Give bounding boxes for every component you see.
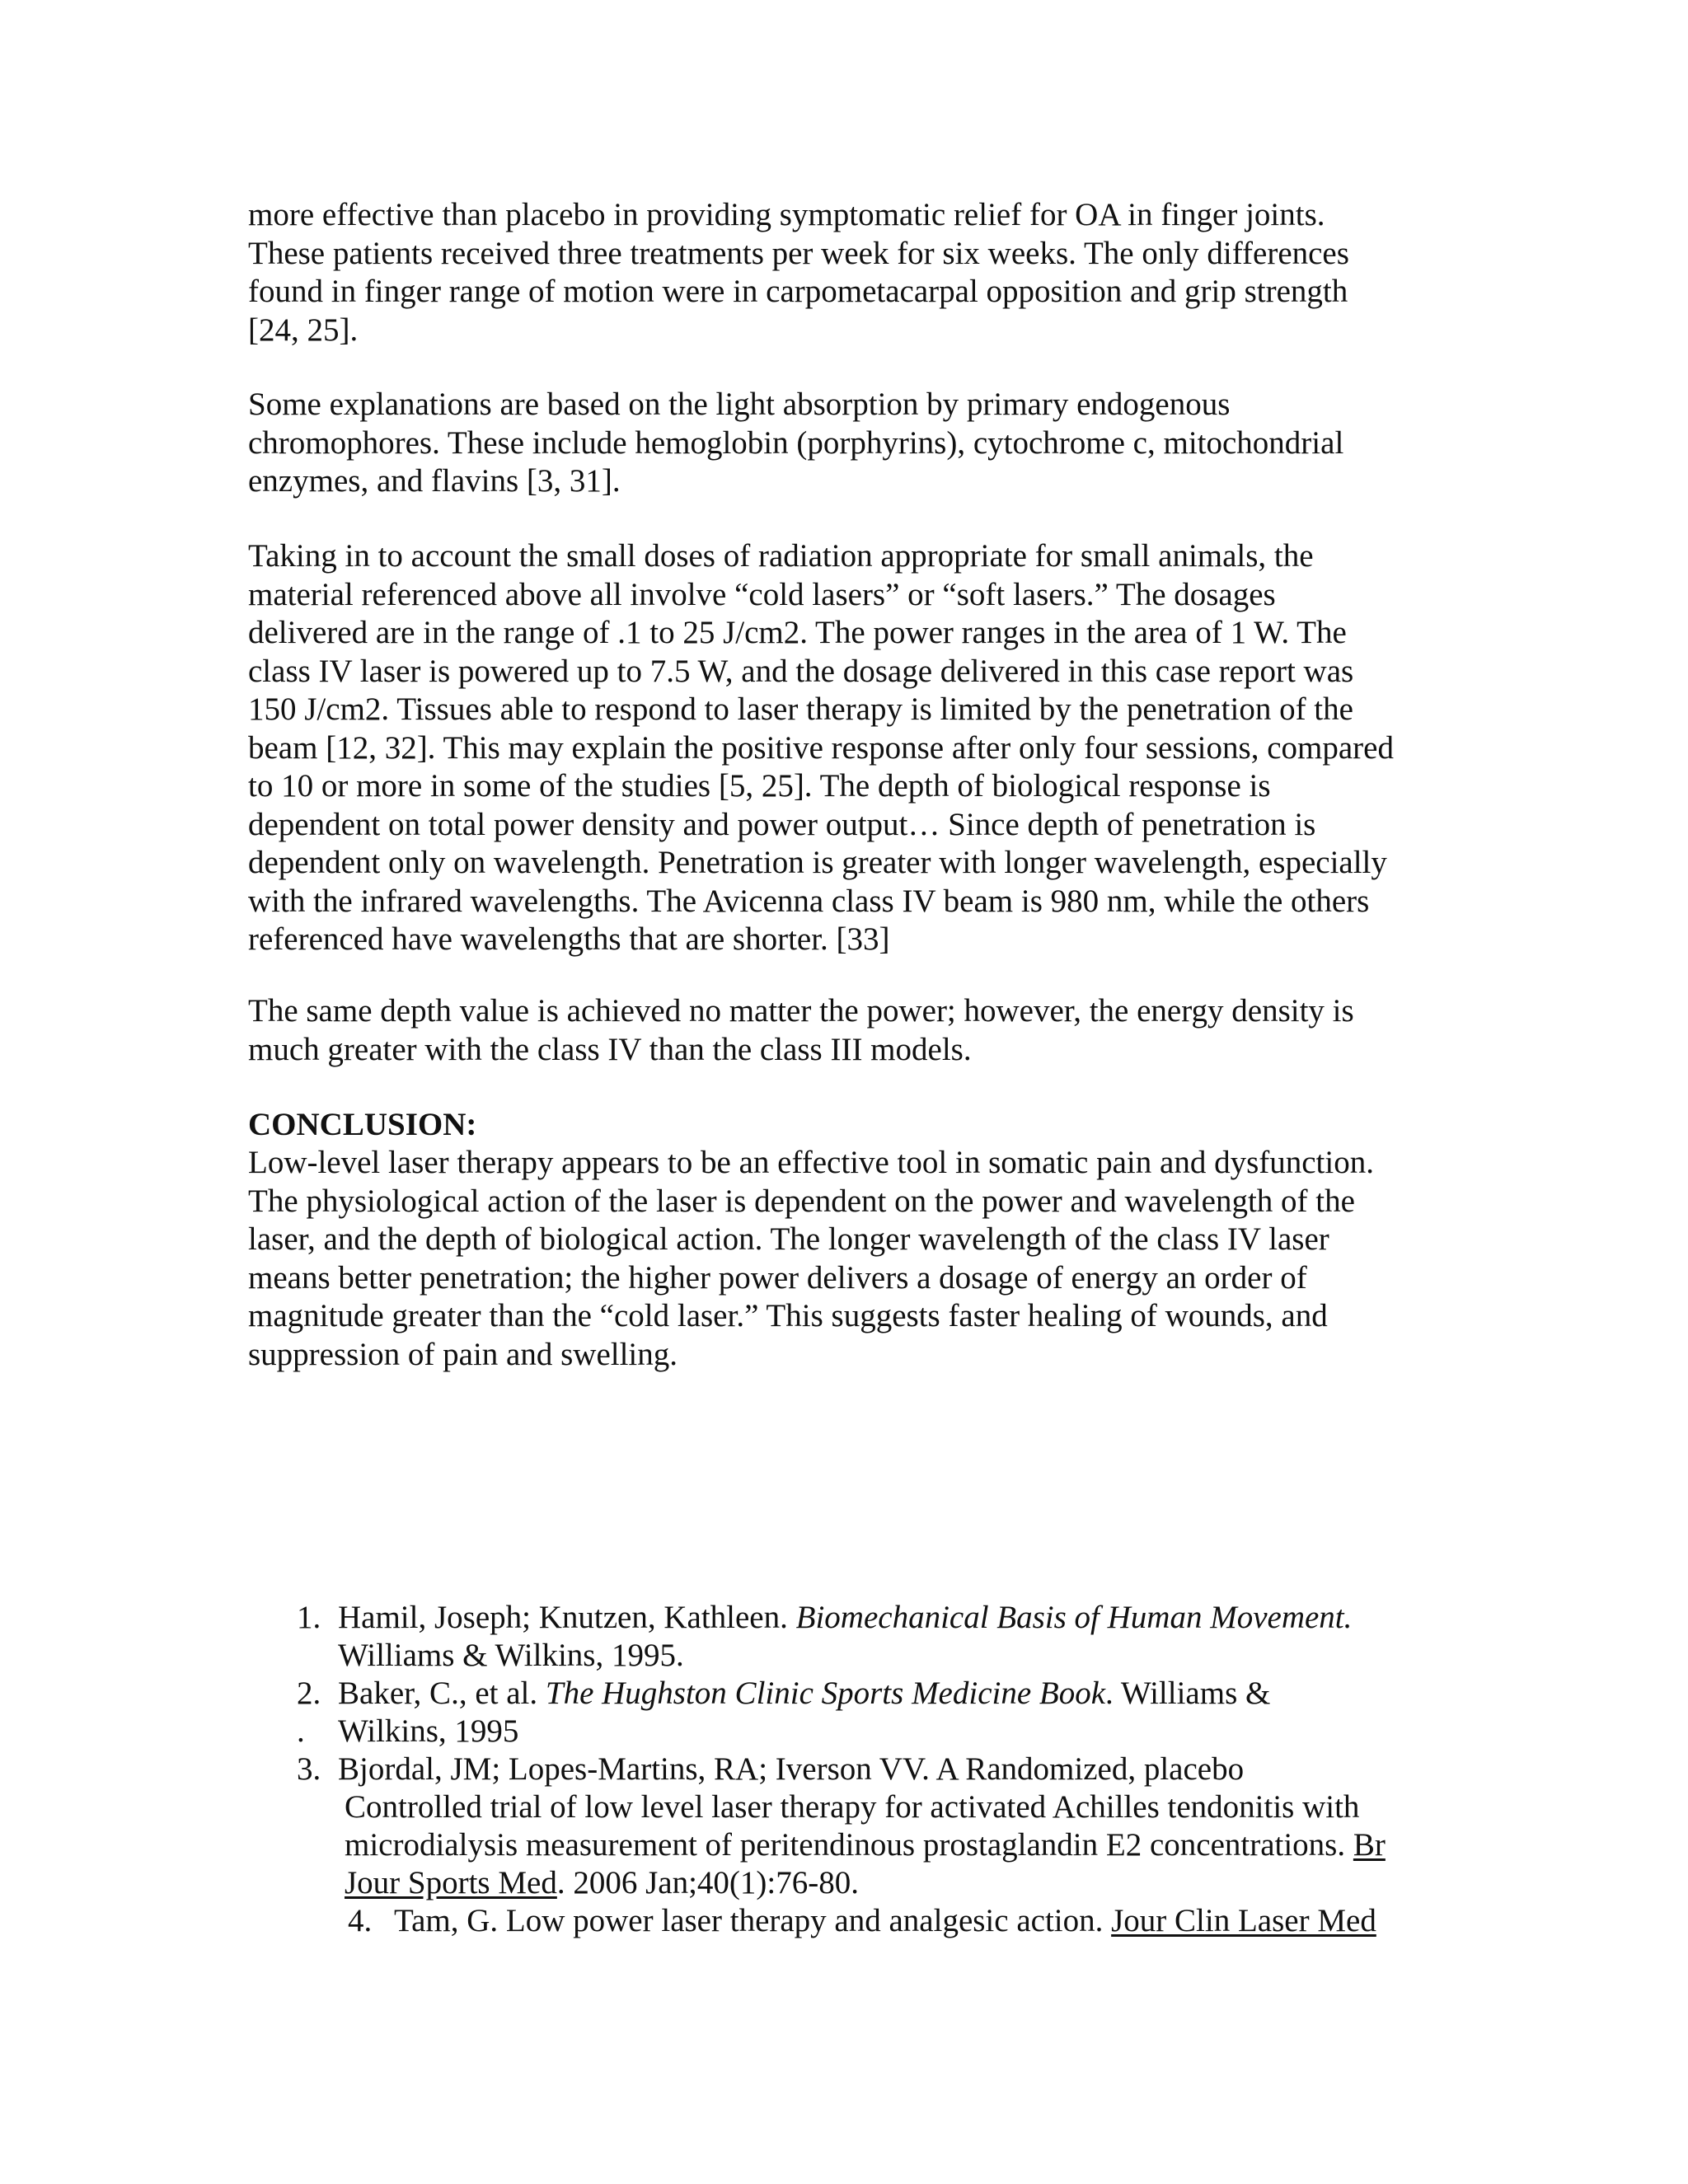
text-line: The same depth value is achieved no matter the power; however, the energy density is [248, 993, 1354, 1029]
text-line: These patients received three treatments per week for six weeks. The only differences [248, 235, 1349, 271]
reference-line [345, 1864, 859, 1903]
text-line: suppression of pain and swelling. [248, 1336, 678, 1372]
reference-text: . 2006 Jan;40(1):76-80. [556, 1865, 859, 1900]
paragraph-depth-value [248, 992, 1451, 1069]
text-line: much greater with the class IV than the class III models. [248, 1031, 972, 1067]
text-line: to 10 or more in some of the studies [5, 25]. The depth of biological response is [248, 768, 1271, 804]
text-line: found in finger range of motion were in carpometacarpal opposition and grip strength [248, 274, 1348, 309]
text-line: referenced have wavelengths that are shorter. [33] [248, 921, 890, 957]
reference-text: microdialysis measurement of peritendinous prostaglandin E2 concentrations. [345, 1827, 1353, 1863]
text-line: beam [12, 32]. This may explain the positive response after only four sessions, compared [248, 729, 1394, 766]
paragraph-finger-oa [248, 196, 1451, 349]
text-line: more effective than placebo in providing symptomatic relief for OA in finger joints. [248, 197, 1325, 232]
reference-number: 1. [297, 1600, 321, 1635]
reference-title: The Hughston Clinic Sports Medicine Book [545, 1675, 1106, 1711]
reference-line: Controlled trial of low level laser therapy for activated Achilles tendonitis with [345, 1789, 1360, 1825]
reference-line: Bjordal, JM; Lopes-Martins, RA; Iverson VV. A Randomized, placebo [338, 1751, 1245, 1787]
text-line: means better penetration; the higher power delivers a dosage of energy an order of [248, 1259, 1307, 1296]
reference-line [394, 1902, 1376, 1941]
reference-publisher: Williams & Wilkins, 1995. [338, 1638, 684, 1673]
paragraph-chromophores [248, 386, 1451, 501]
conclusion-heading: CONCLUSION: [248, 1107, 477, 1142]
text-line: Taking in to account the small doses of radiation appropriate for small animals, the [248, 538, 1314, 574]
text-line: laser, and the depth of biological action. The longer wavelength of the class IV laser [248, 1221, 1329, 1257]
text-line: magnitude greater than the “cold laser.” This suggests faster healing of wounds, and [248, 1298, 1328, 1333]
reference-line [338, 1675, 1270, 1713]
reference-number: 2. [297, 1675, 321, 1711]
reference-publisher: . Williams & [1105, 1675, 1271, 1711]
text-line: [24, 25]. [248, 312, 359, 348]
text-line: Low-level laser therapy appears to be an effective tool in somatic pain and dysfunction. [248, 1145, 1374, 1180]
text-line: chromophores. These include hemoglobin (porphyrins), cytochrome c, mitochondrial [248, 424, 1344, 461]
paragraph-laser-dosage [248, 537, 1451, 959]
text-line: dependent only on wavelength. Penetration is greater with longer wavelength, especially [248, 845, 1387, 880]
paragraph-conclusion [248, 1144, 1451, 1374]
text-line: The physiological action of the laser is dependent on the power and wavelength of the [248, 1183, 1355, 1219]
text-line: material referenced above all involve “cold lasers” or “soft lasers.” The dosages [248, 576, 1276, 612]
reference-publisher: Wilkins, 1995 [338, 1713, 519, 1749]
reference-journal: Jour Sports Med [345, 1865, 557, 1900]
reference-number: 3. [297, 1751, 321, 1787]
reference-stray-mark: . [297, 1713, 305, 1749]
reference-authors: Hamil, Joseph; Knutzen, Kathleen. [338, 1600, 796, 1635]
reference-line [345, 1826, 1386, 1865]
text-line: 150 J/cm2. Tissues able to respond to laser therapy is limited by the penetration of the [248, 691, 1353, 727]
text-line: enzymes, and flavins [3, 31]. [248, 463, 621, 499]
reference-journal: Br [1353, 1827, 1386, 1863]
text-line: Some explanations are based on the light absorption by primary endogenous [248, 387, 1231, 422]
reference-line [338, 1599, 1352, 1638]
text-line: delivered are in the range of .1 to 25 J/cm2. The power ranges in the area of 1 W. The [248, 615, 1347, 650]
reference-text: Tam, G. Low power laser therapy and analgesic action. [394, 1903, 1112, 1938]
text-line: class IV laser is powered up to 7.5 W, and the dosage delivered in this case report was [248, 653, 1354, 689]
text-line: with the infrared wavelengths. The Avicenna class IV beam is 980 nm, while the others [248, 883, 1370, 919]
reference-journal: Jour Clin Laser Med [1111, 1903, 1376, 1938]
reference-authors: Baker, C., et al. [338, 1675, 546, 1711]
text-line: dependent on total power density and power output… Since depth of penetration is [248, 806, 1316, 842]
reference-number: 4. [348, 1903, 373, 1938]
reference-title: Biomechanical Basis of Human Movement. [795, 1600, 1353, 1635]
